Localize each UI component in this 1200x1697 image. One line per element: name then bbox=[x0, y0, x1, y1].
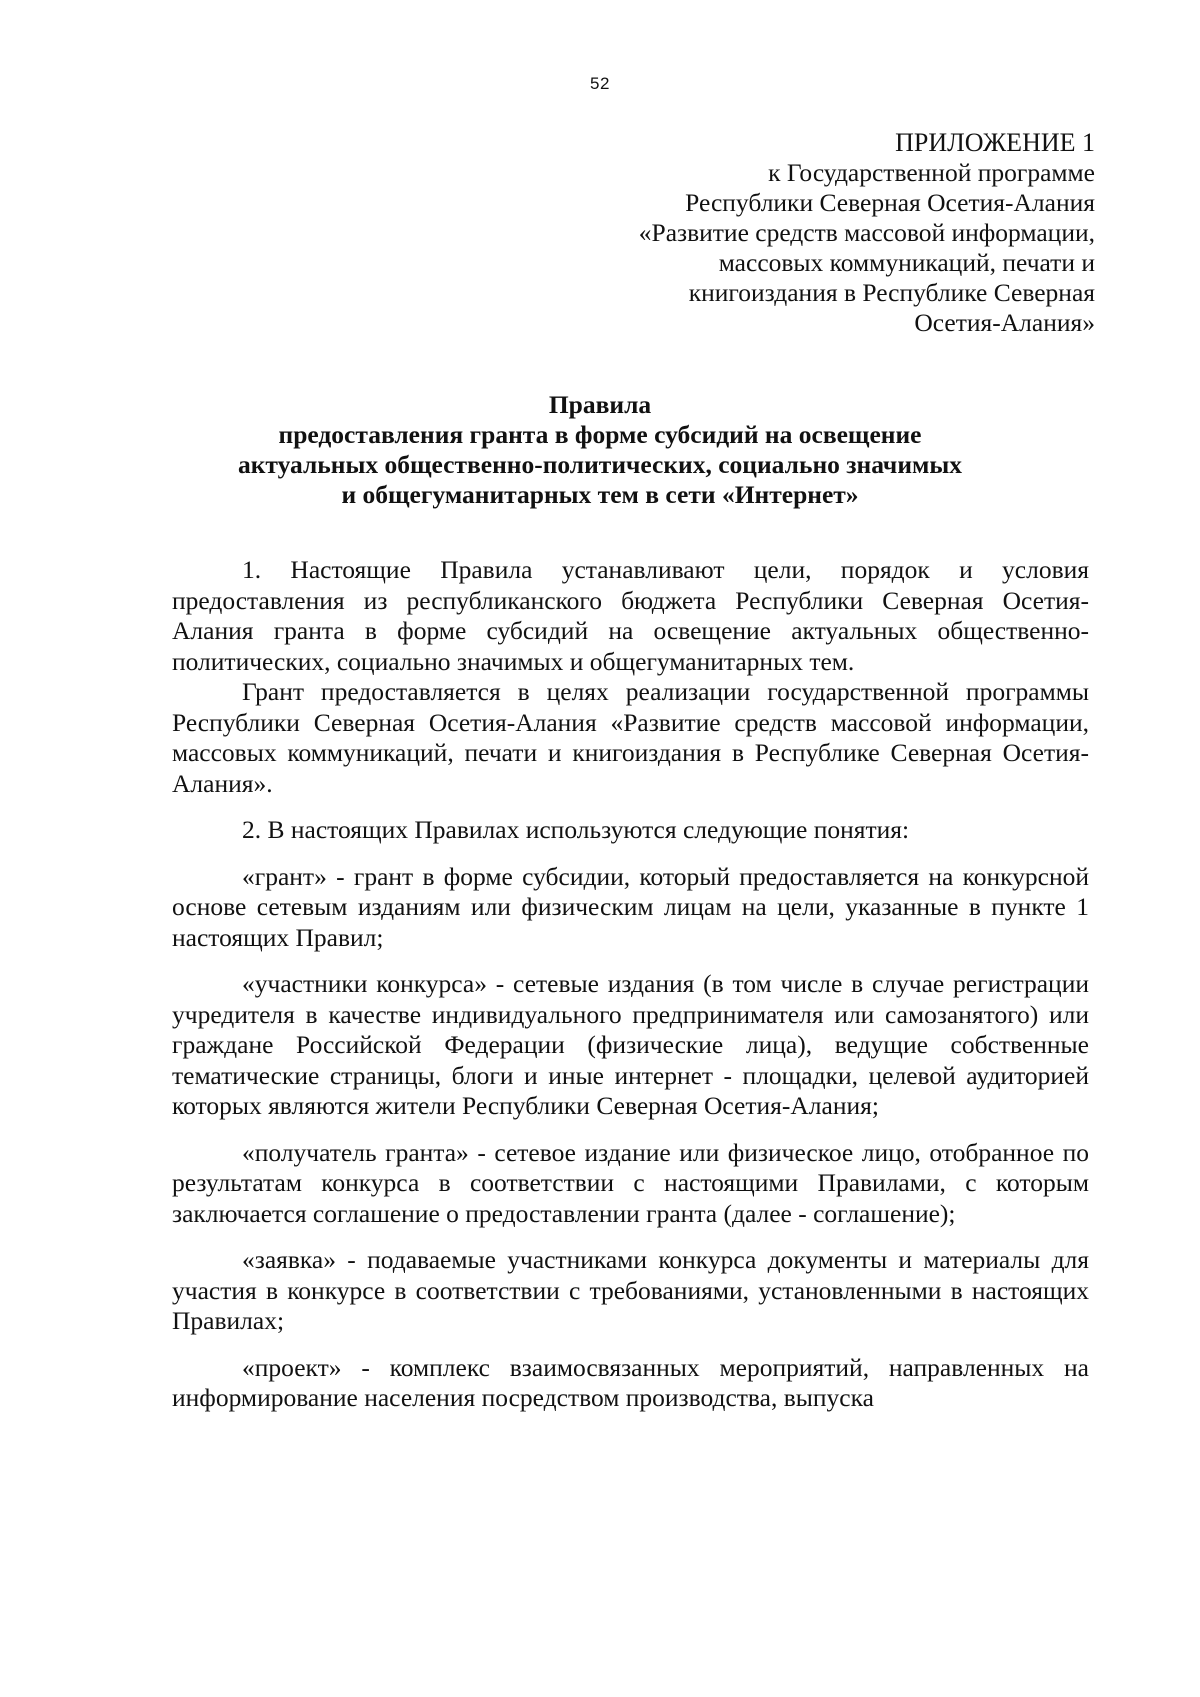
paragraph-2: 2. В настоящих Правилах используются следующие понятия: bbox=[242, 815, 910, 844]
paragraph-grant-purpose: Грант предоставляется в целях реализации государственной программы Республики Северная Осетия-Алания «Развитие средств массовой информации, массовых коммуникаций, печати и книгоиздания в Республике Северная Осетия-Алания». bbox=[172, 677, 1089, 798]
appendix-line: к Государственной программе bbox=[768, 158, 1095, 187]
appendix-line: Осетия-Алания» bbox=[914, 308, 1095, 337]
title-line: актуальных общественно-политических, социально значимых bbox=[237, 450, 963, 479]
appendix-line: массовых коммуникаций, печати и bbox=[718, 248, 1095, 277]
title-line: предоставления гранта в форме субсидий на освещение bbox=[278, 420, 922, 449]
appendix-line: книгоиздания в Республике Северная bbox=[688, 278, 1095, 307]
definition-project: «проект» - комплекс взаимосвязанных мероприятий, направленных на информирование населения посредством производства, выпуска bbox=[172, 1352, 1089, 1412]
appendix-header bbox=[535, 128, 1095, 338]
document-title bbox=[100, 390, 1100, 510]
definition-participants: «участники конкурса» - сетевые издания (в том числе в случае регистрации учредителя в качестве индивидуального предпринимателя или самозанятого) или граждане Российской Федерации (физические лица), ведущие собственные тематические страницы, блоги и иные интернет - площадки, целевой аудиторией которых являются жители Республики Северная Осетия-Алания; bbox=[172, 969, 1089, 1120]
definition-grant: «грант» - грант в форме субсидии, который предоставляется на конкурсной основе сетевым изданиям или физическим лицам на цели, указанные в пункте 1 настоящих Правил; bbox=[172, 861, 1089, 952]
definition-recipient: «получатель гранта» - сетевое издание или физическое лицо, отобранное по результатам конкурса в соответствии с настоящими Правилами, с которым заключается соглашение о предоставлении гранта (далее - соглашение); bbox=[172, 1137, 1089, 1228]
paragraph-1: 1. Настоящие Правила устанавливают цели, порядок и условия предоставления из республиканского бюджета Республики Северная Осетия-Алания гранта в форме субсидий на освещение актуальных общественно-политических, социально значимых и общегуманитарных тем. bbox=[172, 555, 1089, 676]
title-heading: Правила bbox=[548, 390, 652, 419]
document-body bbox=[172, 555, 1089, 1414]
page-number: 52 bbox=[590, 74, 610, 93]
appendix-line: «Развитие средств массовой информации, bbox=[638, 218, 1095, 247]
title-line: и общегуманитарных тем в сети «Интернет» bbox=[341, 480, 859, 509]
appendix-line: Республики Северная Осетия-Алания bbox=[685, 188, 1095, 217]
definition-application: «заявка» - подаваемые участниками конкурса документы и материалы для участия в конкурсе в соответствии с требованиями, установленными в настоящих Правилах; bbox=[172, 1245, 1089, 1335]
appendix-title: ПРИЛОЖЕНИЕ 1 bbox=[895, 128, 1095, 157]
